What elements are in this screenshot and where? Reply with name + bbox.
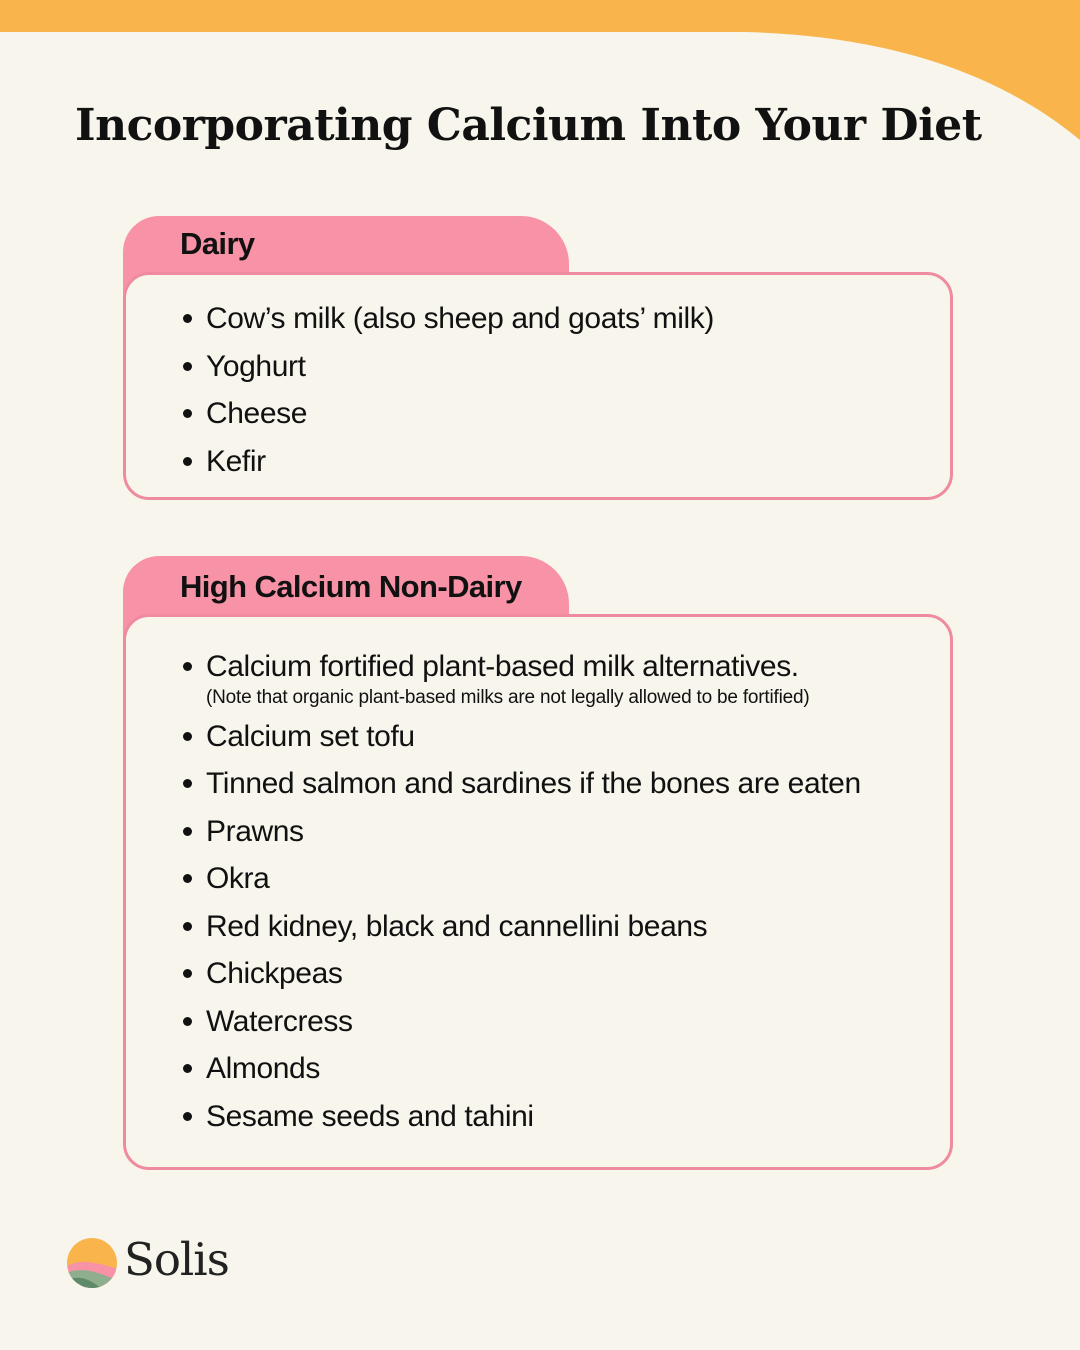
list-item (183, 438, 714, 486)
bullet-icon (183, 1064, 192, 1073)
list-item-text: Cow’s milk (also sheep and goats’ milk) (206, 302, 714, 335)
list-item-text: Chickpeas (206, 957, 343, 990)
list-item-text: Kefir (206, 444, 266, 478)
non-dairy-section-card (123, 614, 953, 1170)
list-item-text: Yoghurt (206, 349, 306, 383)
dairy-item-list (183, 295, 714, 485)
non-dairy-section-heading: High Calcium Non-Dairy (180, 569, 522, 604)
bullet-icon (183, 732, 192, 741)
brand-name: Solis (124, 1233, 229, 1286)
list-item-note: (Note that organic plant-based milks are not legally allowed to be fortified) (206, 686, 810, 708)
list-item-text: Sesame seeds and tahini (206, 1099, 534, 1133)
list-item (183, 343, 714, 391)
list-item (183, 950, 861, 998)
bullet-icon (183, 969, 192, 978)
list-item (183, 808, 861, 856)
list-item (183, 855, 861, 903)
list-item (183, 643, 861, 711)
bullet-icon (183, 874, 192, 883)
list-item (183, 760, 861, 808)
list-item-text: Cheese (206, 397, 308, 430)
bullet-icon (183, 362, 192, 371)
bullet-icon (183, 1017, 192, 1026)
list-item (183, 295, 714, 343)
bullet-icon (183, 922, 192, 931)
list-item (183, 390, 714, 438)
list-item (183, 1045, 861, 1093)
dairy-section-heading: Dairy (180, 226, 255, 261)
sunrise-logo-icon (66, 1237, 118, 1289)
list-item-text: Prawns (206, 814, 304, 848)
list-item (183, 903, 861, 951)
bullet-icon (183, 779, 192, 788)
list-item-text: Tinned salmon and sardines if the bones are eaten (206, 767, 861, 800)
list-item (183, 713, 861, 761)
list-item (183, 1093, 861, 1141)
list-item-text: Red kidney, black and cannellini beans (206, 909, 708, 943)
bullet-icon (183, 409, 192, 418)
bullet-icon (183, 662, 192, 671)
list-item-text: Calcium fortified plant-based milk alternatives. (206, 650, 799, 683)
bullet-icon (183, 314, 192, 323)
list-item-text: Calcium set tofu (206, 719, 415, 753)
dairy-section-card (123, 272, 953, 500)
non-dairy-item-list (183, 643, 861, 1140)
bullet-icon (183, 827, 192, 836)
bullet-icon (183, 1112, 192, 1121)
list-item-text: Watercress (206, 1004, 353, 1038)
list-item-text: Almonds (206, 1052, 320, 1085)
page-title: Incorporating Calcium Into Your Diet (75, 100, 982, 151)
list-item-text: Okra (206, 862, 270, 895)
bullet-icon (183, 457, 192, 466)
list-item (183, 998, 861, 1046)
